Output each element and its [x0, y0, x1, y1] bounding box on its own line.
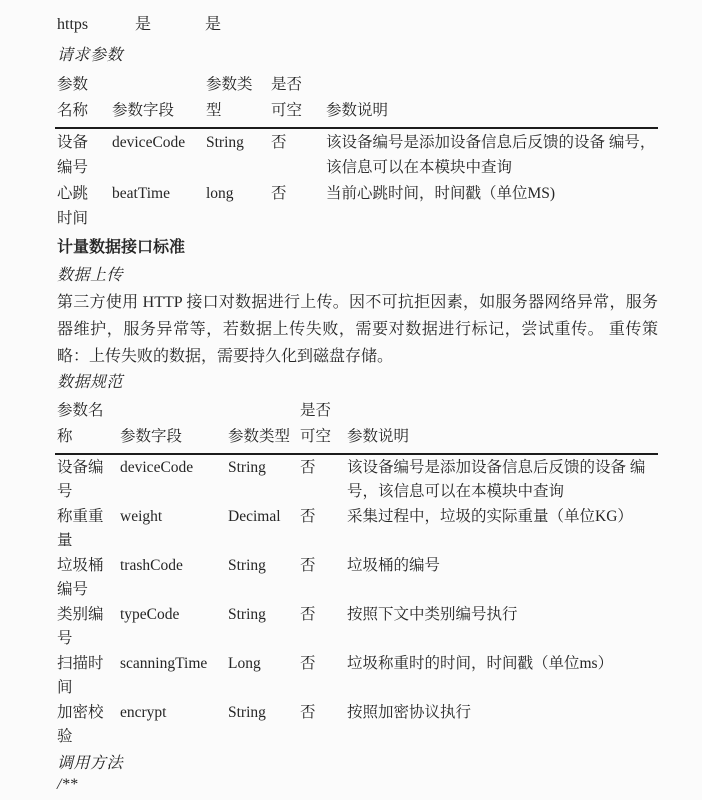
param-field-cell: deviceCode: [112, 134, 186, 151]
param-name-cell: 设备编号: [57, 459, 104, 500]
param-desc-cell: 垃圾桶的编号: [347, 557, 441, 574]
param-type-cell: String: [228, 704, 266, 721]
header-param-name: 参数名称: [55, 396, 120, 454]
header-param-desc: 参数说明: [347, 396, 658, 454]
table-row: [55, 504, 658, 553]
upload-paragraph: 第三方使用 HTTP 接口对数据进行上传。因不可抗拒因素，如服务器网络异常，服务器维护，服务异常等，若数据上传失败，需要对数据进行标记，尝试重传。 重传策略：上传失败的数据，需要持久化到磁盘存储。: [57, 294, 658, 365]
header-param-field: 参数字段: [120, 396, 228, 454]
param-desc-cell: 当前心跳时间，时间戳（单位MS): [326, 185, 556, 202]
header-nullable: 是否可空: [271, 70, 326, 128]
https-yes-cell-2: 是: [205, 16, 222, 33]
table-row: [55, 128, 658, 180]
header-param-desc: 参数说明: [326, 70, 658, 128]
param-name-cell: 类别编号: [57, 606, 104, 647]
header-param-type: 参数类型: [206, 70, 271, 128]
param-field-cell: scanningTime: [120, 655, 208, 672]
param-desc-cell: 采集过程中，垃圾的实际重量（单位KG）: [347, 508, 633, 525]
param-name-cell: 设备编号: [57, 134, 89, 176]
header-param-type: 参数类型: [228, 396, 300, 454]
param-type-cell: long: [206, 185, 234, 202]
param-desc-cell: 该设备编号是添加设备信息后反馈的设备 编号，该信息可以在本模块中查询: [347, 459, 646, 500]
param-field-cell: deviceCode: [120, 459, 194, 476]
param-field-cell: weight: [120, 508, 163, 525]
param-type-cell: String: [228, 459, 266, 476]
table-header-row: [55, 396, 658, 454]
https-yes-cell-1: 是: [135, 16, 152, 33]
request-params-table-body: [55, 128, 658, 231]
param-desc-cell: 垃圾称重时的时间，时间戳（单位ms）: [347, 655, 614, 672]
data-spec-table: [55, 396, 658, 749]
param-field-cell: encrypt: [120, 704, 167, 721]
header-nullable: 是否可空: [300, 396, 347, 454]
param-name-cell: 称重重量: [57, 508, 104, 549]
table-row: [55, 454, 658, 504]
param-type-cell: String: [206, 134, 244, 151]
param-name-cell: 心跳时间: [57, 185, 89, 227]
request-params-table-header: [55, 70, 658, 128]
table-header-row: [55, 70, 658, 128]
request-params-label: 请求参数: [57, 47, 124, 64]
nullable-cell: 否: [300, 606, 316, 623]
data-spec-table-header: [55, 396, 658, 454]
nullable-cell: 否: [300, 704, 316, 721]
table-row: [55, 651, 658, 700]
invoke-method-label: 调用方法: [57, 755, 124, 772]
data-spec-table-body: [55, 454, 658, 749]
data-spec-label: 数据规范: [57, 374, 124, 391]
code-comment-line: /**: [57, 776, 78, 793]
https-cell: https: [57, 16, 89, 33]
nullable-cell: 否: [300, 655, 316, 672]
request-params-table: [55, 70, 658, 231]
param-field-cell: beatTime: [112, 185, 170, 202]
data-upload-label: 数据上传: [57, 267, 124, 284]
https-row: [55, 14, 660, 36]
param-type-cell: String: [228, 606, 266, 623]
param-type-cell: Long: [228, 655, 261, 672]
param-field-cell: typeCode: [120, 606, 180, 623]
param-desc-cell: 按照下文中类别编号执行: [347, 606, 518, 623]
param-desc-cell: 该设备编号是添加设备信息后反馈的设备 编号，该信息可以在本模块中查询: [326, 134, 656, 176]
nullable-cell: 否: [300, 508, 316, 525]
param-type-cell: String: [228, 557, 266, 574]
header-param-name: 参数名称: [55, 70, 112, 128]
param-field-cell: trashCode: [120, 557, 183, 574]
param-name-cell: 垃圾桶编号: [57, 557, 104, 598]
param-name-cell: 加密校验: [57, 704, 104, 745]
metering-standard-heading: 计量数据接口标准: [57, 239, 186, 256]
table-row: [55, 180, 658, 231]
table-row: [55, 602, 658, 651]
param-type-cell: Decimal: [228, 508, 281, 525]
table-row: [55, 553, 658, 602]
param-name-cell: 扫描时间: [57, 655, 104, 696]
header-param-field: 参数字段: [112, 70, 206, 128]
nullable-cell: 否: [271, 185, 287, 202]
nullable-cell: 否: [300, 459, 316, 476]
nullable-cell: 否: [300, 557, 316, 574]
table-row: [55, 700, 658, 749]
param-desc-cell: 按照加密协议执行: [347, 704, 472, 721]
nullable-cell: 否: [271, 134, 287, 151]
